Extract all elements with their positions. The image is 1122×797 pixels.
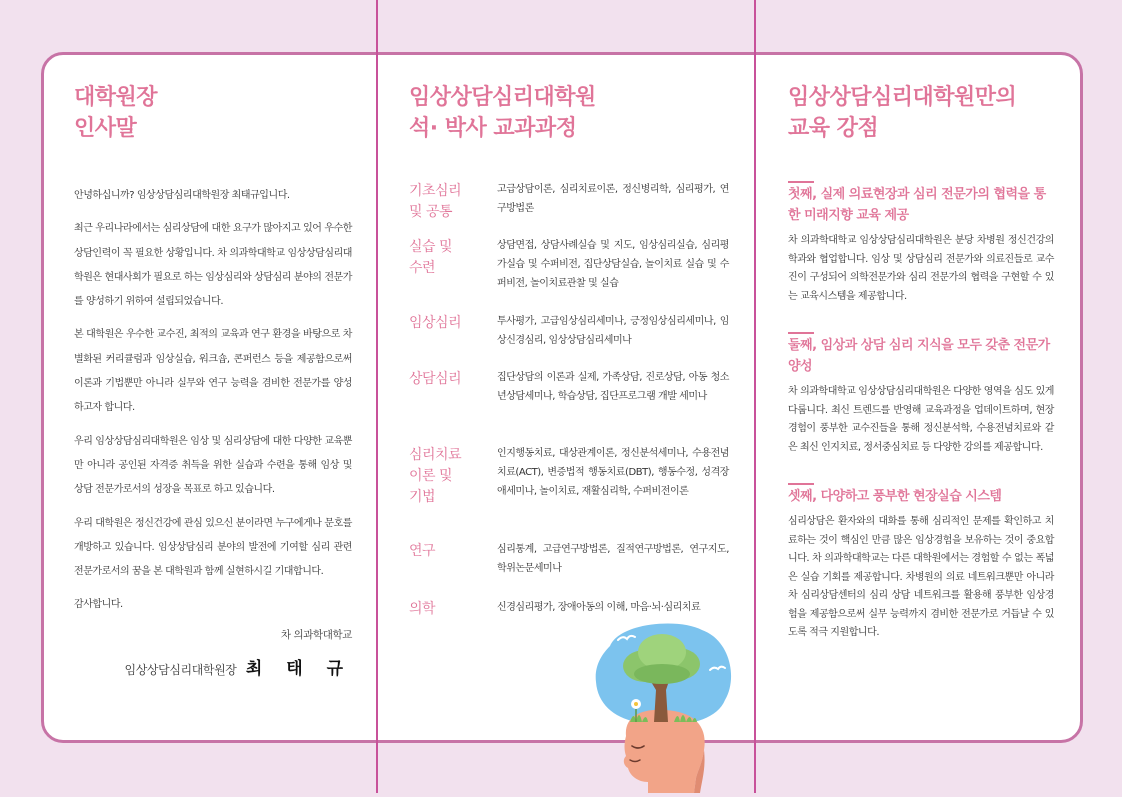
greeting-paragraph: 우리 임상상담심리대학원은 임상 및 심리상담에 대한 다양한 교육뿐만 아니라 공인된 자격증 취득을 위한 실습과 수련을 통해 임상 및 상담 전문가로서의 성장을 목표로 하고 있습니다. [74, 435, 352, 496]
curriculum-category: 상담심리 [409, 371, 462, 387]
head-tree-illustration [590, 618, 740, 793]
greeting-paragraph: 우리 대학원은 정신건강에 관심 있으신 분이라면 누구에게나 문호를 개방하고 있습니다. 임상상담심리 분야의 발전에 기여할 심리 관련 전문가로서의 꿈을 본 대학원과 함께 실현하시길 기대합니다. [74, 517, 352, 578]
curriculum-title: 임상상담심리대학원 석· 박사 교과과정 [409, 85, 596, 141]
curriculum-courses: 신경심리평가, 장애아동의 이해, 마음·뇌·심리치료 [497, 602, 701, 613]
greeting-paragraph: 최근 우리나라에서는 심리상담에 대한 요구가 많아지고 있어 우수한 상담인력이 꼭 필요한 상황입니다. 차 의과학대학교 임상상담심리대학원은 현대사회가 필요로 하는 임상심리와 상담심리 분야의 전문가를 양성하기 위하여 설립되었습니다. [74, 223, 352, 308]
accent-bar [788, 483, 814, 485]
curriculum-row [409, 369, 729, 445]
curriculum-row [409, 541, 729, 599]
greeting-title: 대학원장 인사말 [74, 85, 158, 141]
curriculum-courses: 투사평가, 고급임상심리세미나, 긍정임상심리세미나, 임상신경심리, 임상상담심리세미나 [497, 316, 729, 346]
curriculum-category: 기초심리 및 공통 [409, 183, 462, 220]
brochure-card [41, 52, 1083, 743]
strength-text: 차 의과학대학교 임상상담심리대학원은 분당 차병원 정신건강의학과와 협업합니다. 임상 및 상담심리 전문가와 의료진들로 교수진이 구성되어 의학전문가와 심리 전문가의 협력을 구현할 수 있는 교육시스템을 제공합니다. [788, 235, 1054, 302]
fold-line-right [754, 0, 756, 793]
strength-item [788, 332, 1054, 457]
strength-heading: 셋째, 다양하고 풍부한 현장실습 시스템 [788, 489, 1002, 504]
curriculum-courses: 상담면접, 상담사례실습 및 지도, 임상심리실습, 심리평가실습 및 수퍼비전, 집단상담실습, 놀이치료 실습 및 수퍼비전, 놀이치료관찰 및 실습 [497, 240, 729, 289]
strengths-list [788, 181, 1054, 643]
greeting-paragraph: 본 대학원은 우수한 교수진, 최적의 교육과 연구 환경을 바탕으로 차별화된 커리큘럼과 임상실습, 워크숍, 콘퍼런스 등을 제공함으로써 이론과 기법뿐만 아니라 실무와 연구 능력을 겸비한 전문가를 양성하고자 합니다. [74, 329, 352, 414]
curriculum-row [409, 445, 729, 541]
curriculum-row [409, 181, 729, 237]
fold-line-left [376, 0, 378, 793]
strengths-title: 임상상담심리대학원만의 교육 강점 [788, 85, 1017, 141]
strength-text: 심리상담은 환자와의 대화를 통해 심리적인 문제를 확인하고 치료하는 것이 핵심인 만큼 많은 임상경험을 보유하는 것이 중요합니다. 차 의과학대학교는 다른 대학원에서는 경험할 수 없는 폭넓은 실습 기회를 제공합니다. 차병원의 의료 네트워크뿐만 아니라 차 심리상담센터의 심리 상담 네트워크를 활용해 풍부한 임상경험을 제공함으로써 실무 능력까지 겸비한 전문가로 거듭날 수 있도록 적극 지원합니다. [788, 516, 1054, 638]
accent-bar [788, 332, 814, 334]
curriculum-row [409, 313, 729, 369]
greeting-paragraph: 감사합니다. [74, 599, 123, 611]
curriculum-category: 임상심리 [409, 315, 462, 331]
curriculum-category: 의학 [409, 601, 436, 617]
curriculum-courses: 인지행동치료, 대상관계이론, 정신분석세미나, 수용전념치료(ACT), 변증법적 행동치료(DBT), 행동수정, 성격장애세미나, 놀이치료, 재활심리학, 수퍼비전이론 [497, 448, 729, 497]
strength-heading: 첫째, 실제 의료현장과 심리 전문가의 협력을 통한 미래지향 교육 제공 [788, 187, 1046, 223]
strength-item [788, 181, 1054, 306]
greeting-column [74, 55, 352, 740]
strength-item [788, 483, 1054, 643]
strength-text: 차 의과학대학교 임상상담심리대학원은 다양한 영역을 심도 있게 다룹니다. 최신 트렌드를 반영해 교육과정을 업데이트하며, 현장 경험이 풍부한 교수진들을 통해 정신분석학, 수용전념치료와 같은 최신 인지치료, 정서중심치료 등 다양한 강의를 제공합니다. [788, 386, 1054, 453]
signature-role: 임상상담심리대학원장 [124, 662, 237, 677]
strength-heading: 둘째, 임상과 상담 심리 지식을 모두 갖춘 전문가 양성 [788, 338, 1050, 374]
curriculum-category: 심리치료 이론 및 기법 [409, 447, 462, 505]
curriculum-table [409, 181, 729, 629]
curriculum-category: 연구 [409, 543, 436, 559]
curriculum-courses: 심리통계, 고급연구방법론, 질적연구방법론, 연구지도, 학위논문세미나 [497, 544, 729, 574]
strengths-column [788, 55, 1054, 740]
signature-org: 차 의과학대학교 [280, 628, 352, 641]
greeting-paragraph: 안녕하십니까? 임상상담심리대학원장 최태규입니다. [74, 190, 290, 201]
signature [74, 627, 352, 679]
signature-line [74, 654, 352, 679]
curriculum-row [409, 237, 729, 313]
curriculum-category: 실습 및 수련 [409, 239, 453, 276]
accent-bar [788, 181, 814, 183]
signature-name: 최 태 규 [245, 658, 352, 679]
greeting-body [74, 184, 352, 618]
curriculum-courses: 집단상담의 이론과 실제, 가족상담, 진로상담, 아동 청소년상담세미나, 학습상담, 집단프로그램 개발 세미나 [497, 372, 729, 402]
curriculum-courses: 고급상담이론, 심리치료이론, 정신병리학, 심리평가, 연구방법론 [497, 184, 729, 214]
